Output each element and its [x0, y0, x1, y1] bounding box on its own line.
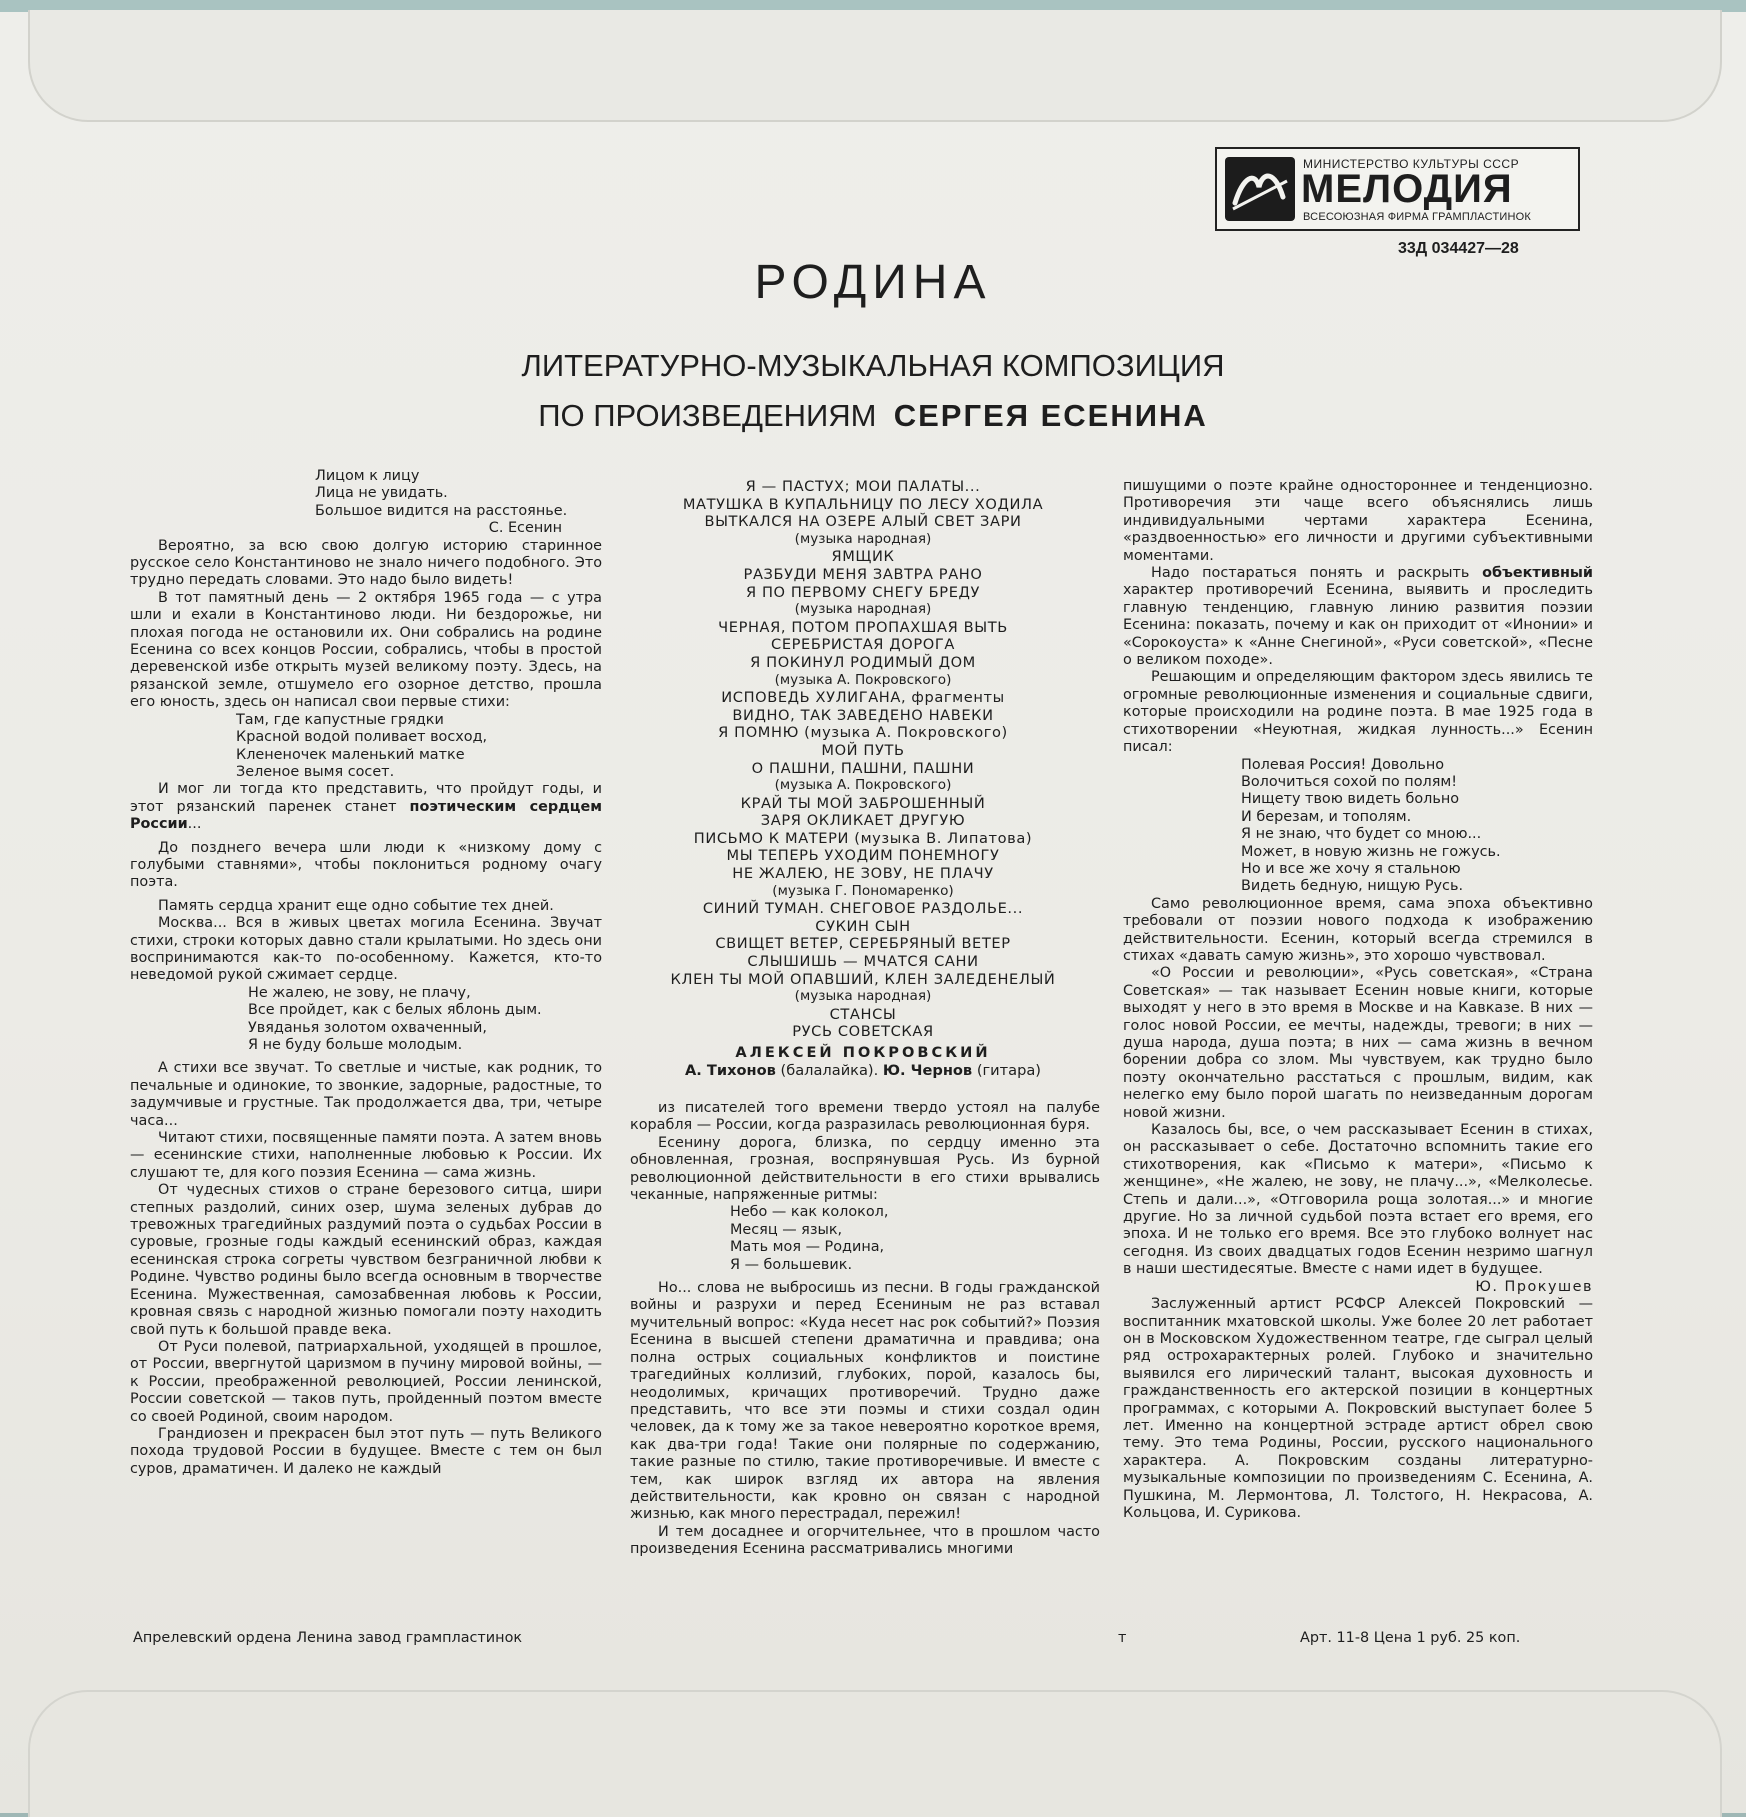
paragraph: А стихи все звучат. То светлые и чистые, как родник, то печальные и одинокие, то звонкие, задорные, радостные, то задумчивые и грустные. Так продолжается два, три, четыре часа... — [130, 1060, 602, 1129]
paragraph: Грандиозен и прекрасен был этот путь — путь Великого похода трудовой России в будущее. Вместе с тем он был суров, драматичен. И далеко не каждый — [130, 1425, 602, 1477]
paragraph — [1123, 565, 1593, 669]
logo-brand-text: МЕЛОДИЯ — [1301, 167, 1513, 211]
track-title: КРАЙ ТЫ МОЙ ЗАБРОШЕННЫЙ — [740, 794, 986, 812]
verse-line: Увяданья золотом охваченный, — [248, 1019, 487, 1036]
footer-mark: т — [1118, 1630, 1127, 1646]
album-subtitle-line2 — [0, 398, 1746, 434]
paragraph: И тем досаднее и огорчительнее, что в прошлом часто произведения Есенина рассматривались многими — [630, 1523, 1100, 1558]
verse-line: Видеть бедную, нищую Русь. — [1241, 878, 1464, 895]
track-title: ВЫТКАЛСЯ НА ОЗЕРЕ АЛЫЙ СВЕТ ЗАРИ — [704, 513, 1022, 531]
track-title: Я ПО ПЕРВОМУ СНЕГУ БРЕДУ — [745, 583, 981, 601]
musician-name: Ю. Чернов — [882, 1061, 973, 1079]
paragraph: Память сердца хранит еще одно событие тех дней. — [158, 897, 554, 914]
track-title: ЗАРЯ ОКЛИКАЕТ ДРУГУЮ — [760, 812, 966, 830]
verse-line: Я не буду больше молодым. — [248, 1037, 463, 1053]
paragraph: От Руси полевой, патриархальной, уходящей в прошлое, от России, ввергнутой царизмом в пучину мировой войны, — к России, преображенной революцией, России ленинской, России советской — таков путь, пройденный поэтом вместе со своей Родиной, своим народом. — [130, 1338, 602, 1425]
paragraph: Казалось бы, все, о чем рассказывает Есенин в стихах, он рассказывает о себе. Достаточно вспомнить такие его стихотворения, как «Письмо к матери», «Письмо к женщине», «Не жалею, не зову, не плачу...», «Мелколесье. Степь и дали...», «Отговорила роща золотая...» и многие другие. Но за личной судьбой поэта встает его время, его эпоха. И не только его время. Все это глубоко волнует нас сегодня. Из своих двадцатых годов Есенин незримо шагнул в наши шестидесятые. Вместе с нами идет в будущее. — [1123, 1122, 1593, 1278]
paragraph: Вероятно, за всю свою долгую историю старинное русское село Константиново не знало ничего подобного. Это трудно передать словами. Это надо было видеть! — [130, 537, 602, 589]
musician-instrument: (гитара) — [976, 1061, 1042, 1079]
logo-firm-text: ВСЕСОЮЗНАЯ ФИРМА ГРАМПЛАСТИНОК — [1303, 211, 1531, 223]
track-title: Я ПОКИНУЛ РОДИМЫЙ ДОМ — [750, 653, 976, 671]
track-title: СТАНСЫ — [829, 1005, 897, 1023]
tracklist — [628, 478, 1098, 1079]
paragraph: В тот памятный день — 2 октября 1965 года — с утра шли и ехали в Константиново люди. Ни бездорожье, ни плохая погода не остановили их. Они собрались на родине Есенина со всех концов России, собрались, чтобы в простой деревенской избе открыть музей великому поэту. Здесь, на рязанской земле, отшумело его озорное детство, прошла его юность, здесь он написал свои первые стихи: — [130, 589, 602, 711]
verse-line: Я не знаю, что будет со мною... — [1241, 826, 1482, 843]
epigraph-line: Лицом к лицу — [315, 468, 420, 484]
paragraph-text: характер противоречий Есенина, выявить и проследить главную тенденцию, главную линию развития поэзии Есенина: показать, почему и как он приходит от «Инонии» и «Сорокоуста» к «Анне Снегиной», «Руси советской», «Песне о великом походе». — [1123, 582, 1593, 669]
logo-ministry-text: МИНИСТЕРСТВО КУЛЬТУРЫ СССР — [1303, 157, 1520, 171]
track-title: О ПАШНИ, ПАШНИ, ПАШНИ — [751, 759, 975, 777]
track-note: (музыка народная) — [794, 530, 932, 547]
track-title: КЛЕН ТЫ МОЙ ОПАВШИЙ, КЛЕН ЗАЛЕДЕНЕЛЫЙ — [670, 970, 1056, 988]
verse-line: Красной водой поливает восход, — [236, 729, 488, 746]
track-title: ВИДНО, ТАК ЗАВЕДЕНО НАВЕКИ — [732, 706, 994, 724]
track-title: ИСПОВЕДЬ ХУЛИГАНА, фрагменты — [721, 689, 1005, 707]
paragraph: Есенину дорога, близка, по сердцу именно эта обновленная, грозная, воспрянувшая Русь. Из бурной революционной действительности в его стихи врывались чеканные, напряженные ритмы: — [630, 1134, 1100, 1204]
track-title: ПИСЬМО К МАТЕРИ (музыка В. Липатова) — [693, 829, 1033, 847]
verse-line: И березам, и тополям. — [1241, 808, 1412, 825]
paragraph: Москва... Вся в живых цветах могила Есенина. Звучат стихи, строки которых давно стали крылатыми. Но здесь они воспринимаются как-то по-особенному. Кажется, кто-то неведомой рукой сжимает сердце. — [130, 915, 602, 984]
verse-line: Я — большевик. — [730, 1256, 853, 1273]
paragraph: Само революционное время, сама эпоха объективно требовали от поэзии нового подхода к изображению действительности. Есенин, который всегда стремился в стихах «давать самую жизнь», это хорошо чувствовал. — [1123, 895, 1593, 964]
liner-notes-column-2 — [630, 1100, 1100, 1559]
musicians-line — [628, 1062, 1098, 1080]
paragraph: Решающим и определяющим фактором здесь явились те огромные революционные изменения и социальные сдвиги, которые происходили на родине поэта. В мае 1925 года в стихотворении «Неуютная, жидкая лунность...» Есенин писал: — [1123, 669, 1593, 756]
sleeve-top-flap — [28, 10, 1722, 122]
verse-line: Может, в новую жизнь не гожусь. — [1241, 843, 1501, 860]
musician-instrument: (балалайка). — [780, 1061, 879, 1079]
verse-line: Не жалею, не зову, не плачу, — [248, 984, 471, 1001]
verse-line: Зеленое вымя сосет. — [236, 763, 395, 780]
track-note: (музыка народная) — [794, 988, 932, 1005]
track-note: (музыка А. Покровского) — [774, 777, 952, 794]
track-title: Я — ПАСТУХ; МОИ ПАЛАТЫ... — [745, 478, 981, 495]
musician-name: А. Тихонов — [684, 1061, 776, 1079]
paragraph-emphasis: объективный — [1482, 565, 1593, 582]
paragraph-text: Надо постараться понять и раскрыть — [1151, 565, 1483, 582]
verse-line: Нищету твою видеть больно — [1241, 791, 1460, 808]
paragraph-text: ... — [187, 816, 202, 833]
paragraph: От чудесных стихов о стране березового ситца, шири степных раздолий, синих озер, шума зеленых дубрав до тревожных трагедийных раздумий поэта о судьбах России в суровые, грозные годы каждый есенинский образ, каждая есенинская строка согреты чувством безграничной любви к Родине. Чувство родины было всегда основным в творчестве Есенина. Мужественная, самозабвенная любовь к России, кровная связь с народной жизнью помогали поэту находить свой путь к большой правде века. — [130, 1182, 602, 1338]
subtitle-author: СЕРГЕЯ ЕСЕНИНА — [893, 398, 1208, 433]
album-subtitle-line1: ЛИТЕРАТУРНО-МУЗЫКАЛЬНАЯ КОМПОЗИЦИЯ — [521, 348, 1225, 383]
performer-name: АЛЕКСЕЙ ПОКРОВСКИЙ — [735, 1044, 991, 1061]
paragraph: пишущими о поэте крайне одностороннее и тенденциозно. Противоречия эти чаще всего объяснялись лишь индивидуальными чертами характера Есенина, «раздвоенностью» его личности и другими субъективными моментами. — [1123, 478, 1593, 564]
liner-notes-column-1 — [130, 468, 602, 1478]
track-title: Я ПОМНЮ (музыка А. Покровского) — [718, 724, 1008, 742]
melodiya-logo — [1215, 147, 1580, 231]
track-title: ЧЕРНАЯ, ПОТОМ ПРОПАХШАЯ ВЫТЬ — [718, 618, 1008, 636]
verse-line: Мать моя — Родина, — [730, 1239, 885, 1256]
verse-line: Полевая Россия! Довольно — [1241, 756, 1445, 773]
verse-line: Там, где капустные грядки — [236, 711, 444, 728]
verse-line: Все пройдет, как с белых яблонь дым. — [248, 1002, 542, 1019]
paragraph: Но... слова не выбросишь из песни. В годы гражданской войны и разрухи и перед Есениным не раз вставал мучительный вопрос: «Куда несет нас рок событий?» Поэзия Есенина в высшей степени драматична и правдива; она полна острых социальных конфликтов и поистине трагедийных коллизий, глубоких, порой, казалось бы, неодолимых, кричащих противоречий. Трудно даже представить, что все эти поэмы и стихи создал один человек, да к тому же за такое невероятно короткое время, как два-три года! Такие они полярные по содержанию, такие разные по стилю, такие противоречивые. И вместе с тем, как широк взгляд их автора на явления действительности, как кровно он связан с народной жизнью, как много перестрадал, пережил! — [630, 1280, 1100, 1523]
author-signature: Ю. Прокушев — [1475, 1278, 1593, 1295]
sleeve-bottom-flap — [28, 1690, 1722, 1817]
catalog-number: 33Д 034427—28 — [1398, 240, 1519, 257]
paragraph: Заслуженный артист РСФСР Алексей Покровский — воспитанник мхатовской школы. Уже более 20 лет работает он в Московском Художественном театре, где сыграл целый ряд острохарактерных ролей. Глубоко и значительно выявился его лирический талант, высокая духовность и гражданственность его актерской позиции в концертных программах, с которыми А. Покровский выступает более 5 лет. Именно на концертной эстраде артист обрел свою тему. Это тема Родины, России, русского национального характера. А. Покровским созданы литературно-музыкальные композиции по произведениям С. Есенина, А. Пушкина, М. Лермонтова, Л. Толстого, Н. Некрасова, А. Кольцова, И. Сурикова. — [1123, 1296, 1593, 1521]
verse-line: Небо — как колокол, — [730, 1204, 889, 1221]
paragraph: «О России и революции», «Русь советская», «Страна Советская» — так называет Есенин новые книги, которые выходят у него в это время в Москве и на Кавказе. В них — голос новой России, ее мечты, надежды, тревоги; в них — душа народа, душа поэта; в них — сама жизнь в вечном борении добра со злом. Мы чувствуем, как трудно было поэту окончательно расстаться с прошлым, видим, как нелегко ему было порой шагать по неизведанным дорогам новой жизни. — [1123, 965, 1593, 1121]
paragraph — [130, 781, 602, 833]
track-title: РАЗБУДИ МЕНЯ ЗАВТРА РАНО — [743, 565, 983, 583]
epigraph-line: Большое видится на расстоянье. — [315, 502, 568, 519]
manufacturer-line: Апрелевский ордена Ленина завод грампластинок — [133, 1630, 523, 1646]
track-note: (музыка Г. Пономаренко) — [772, 882, 954, 899]
subtitle-prefix: ПО ПРОИЗВЕДЕНИЯМ — [538, 398, 877, 433]
verse-line: Месяц — язык, — [730, 1221, 843, 1238]
price-line: Арт. 11-8 Цена 1 руб. 25 коп. — [1300, 1630, 1521, 1646]
track-title: СУКИН СЫН — [815, 917, 911, 935]
verse-line: Но и все же хочу я стальною — [1241, 860, 1461, 877]
paragraph-text: И мог ли тогда кто представить, что пройдут годы, и этот рязанский паренек станет — [130, 781, 602, 815]
paragraph: из писателей того времени твердо устоял на палубе корабля — России, когда разразилась революционная буря. — [630, 1100, 1100, 1134]
album-title: РОДИНА — [754, 256, 992, 309]
track-title: СИНИЙ ТУМАН. СНЕГОВОЕ РАЗДОЛЬЕ... — [702, 900, 1024, 918]
track-title: МАТУШКА В КУПАЛЬНИЦУ ПО ЛЕСУ ХОДИЛА — [682, 495, 1044, 513]
track-note: (музыка А. Покровского) — [774, 671, 952, 688]
track-title: СВИЩЕТ ВЕТЕР, СЕРЕБРЯНЫЙ ВЕТЕР — [715, 935, 1011, 953]
track-title: МЫ ТЕПЕРЬ УХОДИМ ПОНЕМНОГУ — [726, 847, 1000, 865]
paragraph: До позднего вечера шли люди к «низкому дому с голубыми ставнями», чтобы поклониться родному очагу поэта. — [130, 839, 602, 891]
track-title: РУСЬ СОВЕТСКАЯ — [792, 1023, 934, 1041]
paragraph-emphasis: поэтическим сердцем России — [130, 798, 602, 833]
verse-line: Клененочек маленький матке — [236, 746, 465, 763]
track-title: СЕРЕБРИСТАЯ ДОРОГА — [771, 636, 955, 654]
track-title: НЕ ЖАЛЕЮ, НЕ ЗОВУ, НЕ ПЛАЧУ — [732, 865, 994, 883]
track-title: МОЙ ПУТЬ — [821, 741, 905, 759]
track-title: СЛЫШИШЬ — МЧАТСЯ САНИ — [747, 953, 979, 971]
track-note: (музыка народная) — [794, 601, 932, 618]
liner-notes-column-3 — [1123, 478, 1593, 1522]
paragraph: Читают стихи, посвященные памяти поэта. А затем вновь — есенинские стихи, наполненные любовью к России. Их слушают те, для кого поэзия Есенина — сама жизнь. — [130, 1130, 602, 1181]
epigraph-line: Лица не увидать. — [315, 485, 448, 502]
track-title: ЯМЩИК — [831, 548, 895, 566]
epigraph-signature: С. Есенин — [488, 520, 562, 537]
melodiya-emblem-icon — [1225, 157, 1295, 221]
verse-line: Волочиться сохой по полям! — [1241, 773, 1457, 790]
